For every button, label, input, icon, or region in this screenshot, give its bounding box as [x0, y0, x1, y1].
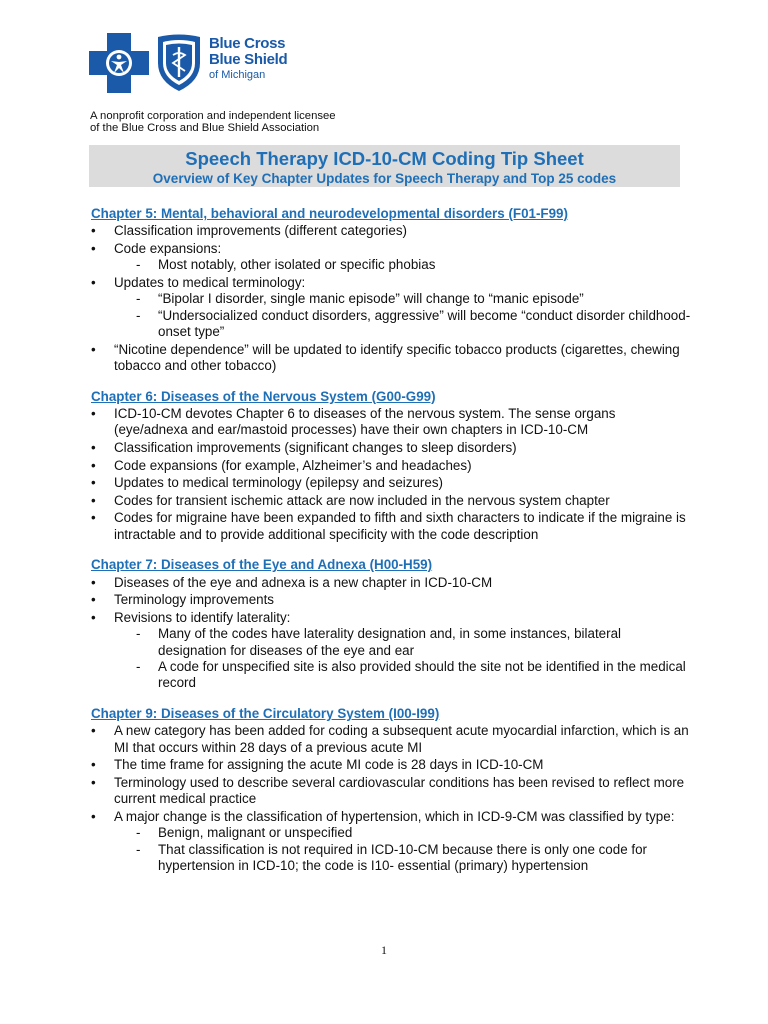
bullet-list [91, 723, 691, 874]
bullet-item [91, 809, 691, 875]
bullet-item [91, 458, 691, 474]
title-banner [89, 145, 680, 187]
bullet-list [91, 575, 691, 692]
document-body [91, 206, 691, 888]
bullet-text: ICD-10-CM devotes Chapter 6 to diseases of the nervous system. The sense organs (eye/adnexa and ear/mastoid processes) have their own chapters in ICD-10-CM [114, 406, 616, 438]
sub-list [114, 626, 691, 692]
sub-list [114, 291, 691, 340]
bullet-item [91, 610, 691, 692]
bullet-item [91, 493, 691, 509]
logo-text [209, 36, 287, 82]
bullet-item [91, 757, 691, 773]
bullet-text: Code expansions: [114, 241, 222, 256]
bullet-item [91, 342, 691, 375]
page-title: Speech Therapy ICD-10-CM Coding Tip Sheet [185, 148, 584, 169]
tagline-line-2: of the Blue Cross and Blue Shield Association [90, 122, 320, 134]
chapter-heading: Chapter 5: Mental, behavioral and neurodevelopmental disorders (F01-F99) [91, 206, 568, 221]
bullet-text: The time frame for assigning the acute MI code is 28 days in ICD-10-CM [114, 757, 544, 773]
chapter-section [91, 557, 691, 692]
bullet-item [91, 510, 691, 543]
sub-item: - Many of the codes have laterality designation and, in some instances, bilateral designation for diseases of the eye and ear [114, 626, 691, 659]
bullet-list [91, 223, 691, 374]
bullet-text: Code expansions (for example, Alzheimer’s and headaches) [114, 457, 472, 473]
bullet-text: Classification improvements (different categories) [114, 223, 407, 239]
bullet-text: Updates to medical terminology (epilepsy and seizures) [114, 475, 443, 491]
bullet-text: Codes for transient ischemic attack are now included in the nervous system chapter [114, 492, 610, 508]
bullet-item [91, 241, 691, 274]
bullet-item [91, 723, 691, 756]
bullet-text: Diseases of the eye and adnexa is a new chapter in ICD-10-CM [114, 574, 493, 590]
sub-item: - That classification is not required in ICD-10-CM because there is only one code for hypertension in ICD-10; the code is I10- essential (primary) hypertension [114, 842, 691, 875]
bullet-item [91, 275, 691, 341]
page-number: 1 [381, 943, 387, 957]
bullet-item [91, 575, 691, 591]
sub-item: - “Bipolar I disorder, single manic episode” will change to “manic episode” [114, 291, 691, 307]
sub-list [114, 825, 691, 874]
tagline [90, 110, 336, 134]
bullet-item [91, 406, 691, 439]
chapter-heading: Chapter 7: Diseases of the Eye and Adnexa (H00-H59) [91, 557, 433, 573]
bullet-text: Terminology used to describe several cardiovascular conditions has been revised to reflect more current medical practice [114, 774, 685, 807]
bullet-text: “Nicotine dependence” will be updated to identify specific tobacco products (cigarettes, chewing tobacco and other tobacco) [114, 341, 680, 374]
chapter-heading: Chapter 6: Diseases of the Nervous System (G00-G99) [91, 388, 436, 404]
bullet-item [91, 223, 691, 239]
bullet-text: Codes for migraine have been expanded to fifth and sixth characters to indicate if the migraine is intractable and to provide additional specificity with the code description [114, 510, 686, 542]
blue-cross-icon [89, 33, 149, 93]
tagline-line-1: A nonprofit corporation and independent licensee [90, 110, 336, 122]
bullet-item [91, 475, 691, 491]
sub-item: - A code for unspecified site is also provided should the site not be identified in the medical record [114, 659, 691, 692]
bullet-text: Terminology improvements [114, 592, 275, 608]
chapter-section [91, 206, 691, 375]
logo-line-1: Blue Cross [209, 35, 286, 52]
sub-item: - “Undersocialized conduct disorders, aggressive” will become “conduct disorder childhood-onset type” [114, 308, 691, 341]
bullet-item [91, 775, 691, 808]
chapter-heading: Chapter 9: Diseases of the Circulatory System (I00-I99) [91, 705, 440, 721]
page-subtitle: Overview of Key Chapter Updates for Speech Therapy and Top 25 codes [152, 171, 617, 186]
sub-item: - Most notably, other isolated or specific phobias [114, 257, 691, 273]
bullet-text: A major change is the classification of hypertension, which in ICD-9-CM was classified by type: [114, 808, 675, 824]
chapter-section [91, 389, 691, 544]
bullet-text: A new category has been added for coding a subsequent acute myocardial infarction, which is an MI that occurs within 28 days of a previous acute MI [114, 723, 689, 755]
chapter-section [91, 706, 691, 875]
logo-line-3: of Michigan [209, 69, 266, 81]
sub-list [114, 257, 691, 273]
blue-shield-icon [158, 35, 200, 92]
bullet-item [91, 440, 691, 456]
bullet-text: Updates to medical terminology: [114, 275, 306, 290]
sub-item: - Benign, malignant or unspecified [114, 825, 691, 841]
bullet-item [91, 592, 691, 608]
bullet-text: Classification improvements (significant changes to sleep disorders) [114, 440, 517, 456]
bullet-list [91, 406, 691, 543]
logo-line-2: Blue Shield [209, 51, 288, 68]
bullet-text: Revisions to identify laterality: [114, 609, 291, 625]
